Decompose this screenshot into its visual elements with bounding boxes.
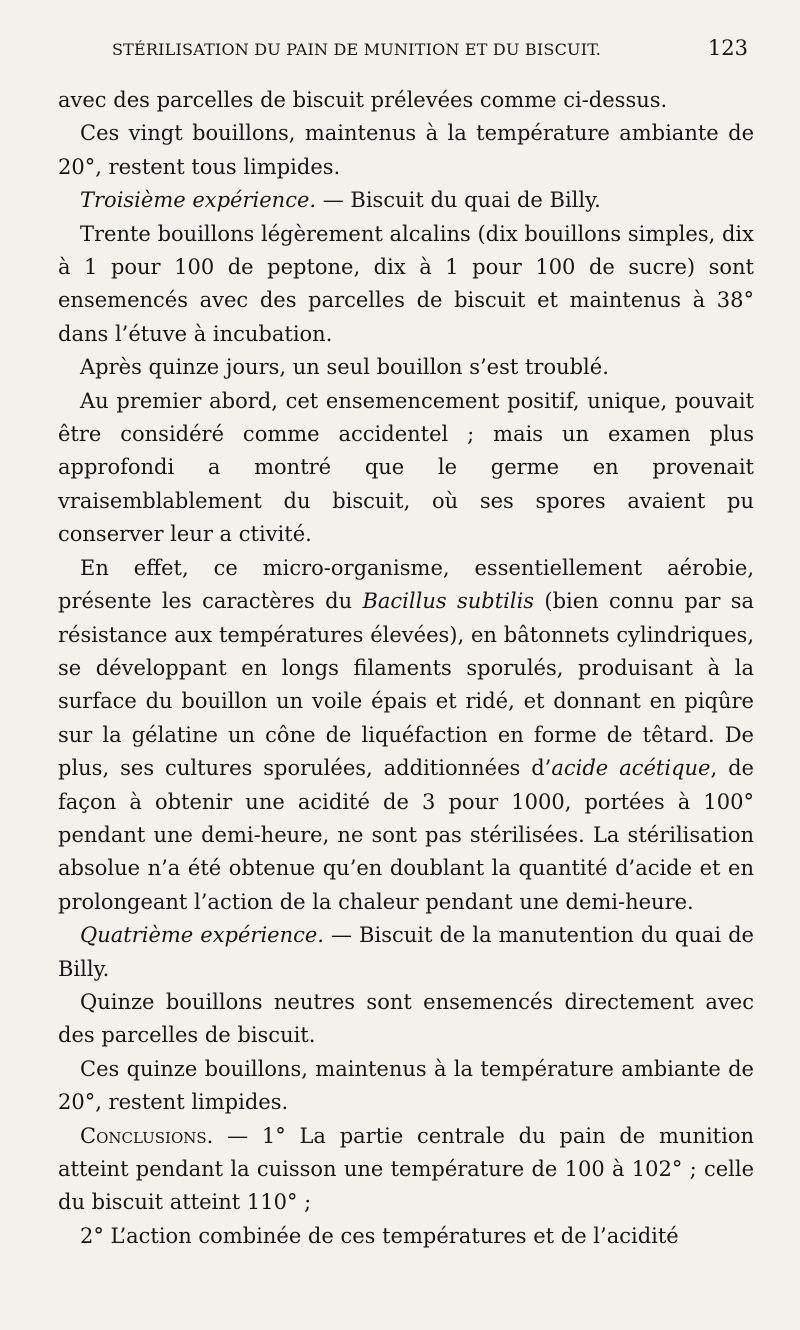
paragraph-3 [58,184,754,217]
paragraph-2: Ces vingt bouillons, maintenus à la température ambiante de 20°, restent tous limpides. [58,121,754,179]
paragraph-4: Trente bouillons légèrement alcalins (dix bouillons simples, dix à 1 pour 100 de peptone, dix à 1 pour 100 de sucre) sont ensemencés avec des parcelles de biscuit et maintenus à 38° dans l’étuve à incubation. [58,221,754,346]
page-header [58,34,754,80]
page-body [58,84,754,1253]
paragraph-11 [58,1120,754,1220]
paragraph-7-text-2: (bien connu par sa résistance aux températures élevées), en bâtonnets cylindriques, se développant en longs filaments sporulés, produisant à la surface du bouillon un voile épais et ridé, et donnant en piqûre sur la gélatine un cône de liquéfaction en forme de têtard. De plus, ses cultures sporulées, additionnées d’ [58,589,754,781]
paragraph-7-text-1: En effet, ce micro-organisme, essentiellement aérobie, présente les caractères du [58,555,754,614]
paragraph-8 [58,919,754,986]
species-name: Bacillus subtilis [362,589,535,614]
paragraph-7 [58,552,754,919]
paragraph-1: avec des parcelles de biscuit prélevées comme ci-dessus. [58,88,668,112]
page-number: 123 [707,36,748,60]
paragraph-9: Quinze bouillons neutres sont ensemencés directement avec des parcelles de biscuit. [58,989,754,1048]
paragraph-12: 2° L’action combinée de ces températures et de l’acidité [80,1223,679,1248]
conclusions-label: Conclusions. [80,1123,214,1148]
paragraph-7-text-3: , de façon à obtenir une acidité de 3 pour 1000, portées à 100° pendant une demi-heure, ne sont pas stérilisées. La stérilisation absolue n’a été obtenue qu’en doublant la quantité d’acide et en prolongeant l’action de la chaleur pendant une demi-heure. [58,756,754,914]
running-title: STÉRILISATION DU PAIN DE MUNITION ET DU BISCUIT. [112,40,602,59]
paragraph-6: Au premier abord, cet ensemencement positif, unique, pouvait être considéré comme accidentel ; mais un examen plus approfondi a montré que le germe en provenait vraisemblablement du biscuit, où ses spores avaient pu conserver leur a ctivité. [58,388,754,547]
experiment-heading-2: Quatrième expérience. [80,923,324,948]
chemical-name: acide acétique [551,756,711,781]
experiment-heading-2-text: — Biscuit de la manutention du quai de Billy. [58,923,754,981]
experiment-heading: Troisième expérience. [80,188,317,213]
conclusions-text: — 1° La partie centrale du pain de munition atteint pendant la cuisson une température de 100 à 102° ; celle du biscuit atteint 110° ; [58,1123,754,1215]
experiment-heading-text: — Biscuit du quai de Billy. [316,188,601,213]
paragraph-10: Ces quinze bouillons, maintenus à la température ambiante de 20°, restent limpides. [58,1056,754,1115]
paragraph-5: Après quinze jours, un seul bouillon s’est troublé. [80,355,609,380]
